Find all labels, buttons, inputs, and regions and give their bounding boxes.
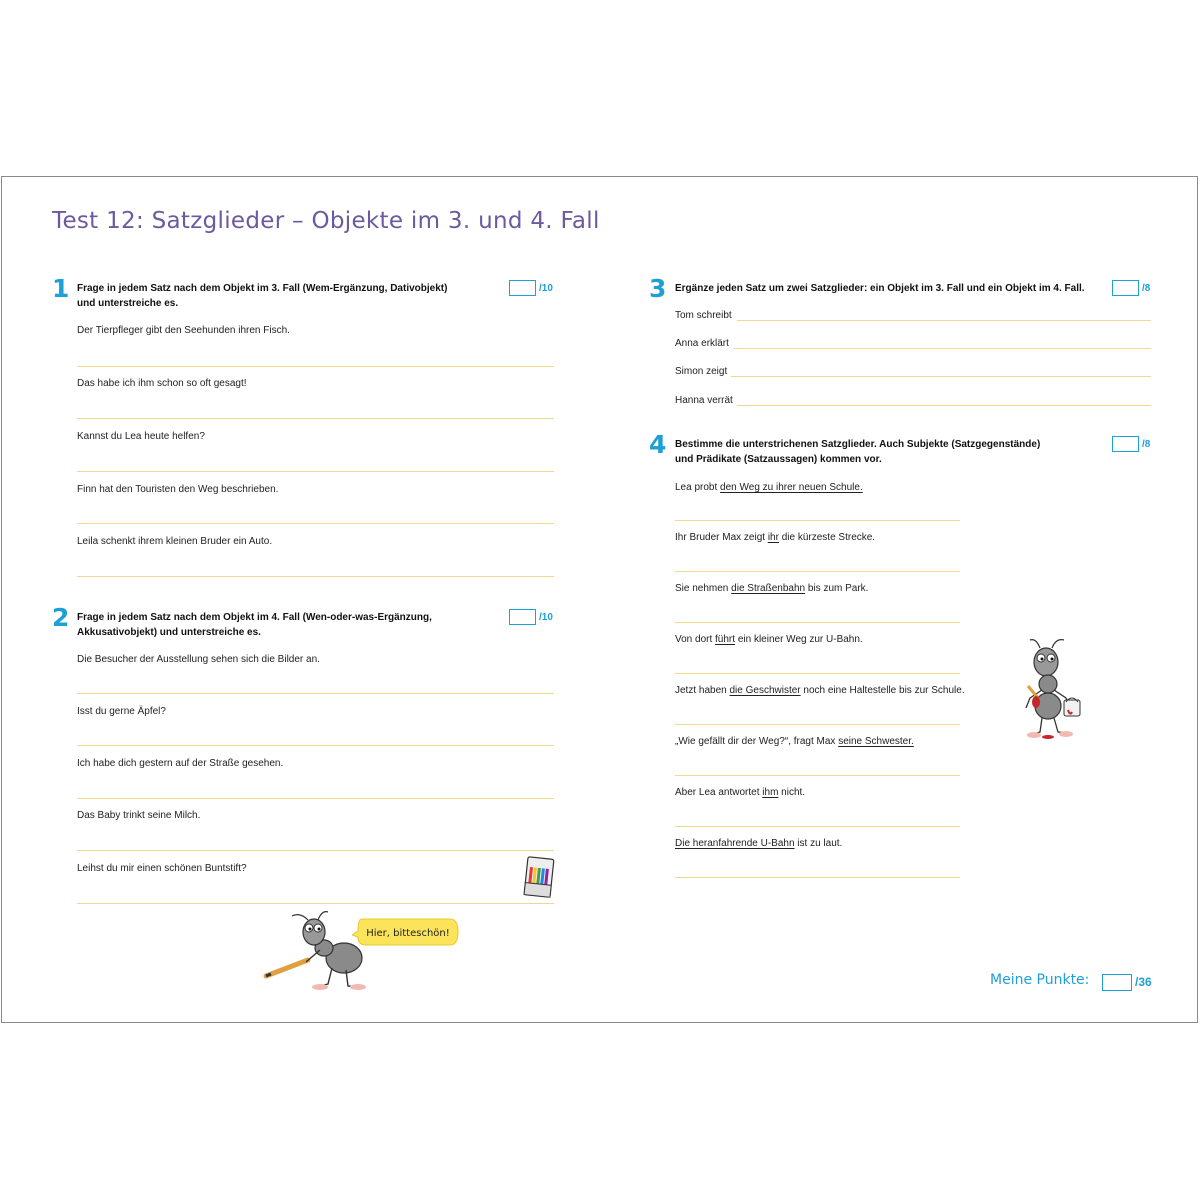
task1-instruction-line1: Frage in jedem Satz nach dem Objekt im 3. Fall (Wem-Ergänzung, Dativobjekt) [77, 283, 448, 294]
task2-sentence: Ich habe dich gestern auf der Straße gesehen. [77, 758, 284, 769]
task4-sentence [675, 736, 914, 747]
task2-sentence: Leihst du mir einen schönen Buntstift? [77, 863, 247, 874]
task2-answer-line[interactable] [77, 745, 554, 746]
task4-sentence-text: Sie nehmen [675, 583, 732, 594]
task4-sentence-text: Von dort [675, 634, 716, 645]
task4-underlined-part: seine Schwester. [838, 736, 914, 747]
task4-underlined-part: Die heranfahrende U-Bahn [675, 838, 795, 849]
task2-sentence: Die Besucher der Ausstellung sehen sich die Bilder an. [77, 654, 320, 665]
task1-sentence: Finn hat den Touristen den Weg beschrieben. [77, 484, 279, 495]
task2-number: 2 [52, 603, 70, 632]
task4-number: 4 [649, 430, 667, 459]
task4-sentence [675, 787, 805, 798]
task2-instruction-line2: Akkusativobjekt) und unterstreiche es. [77, 627, 261, 638]
task4-sentence-text: Lea probt [675, 482, 721, 493]
task4-underlined-part: die Straßenbahn [731, 583, 806, 594]
task1-score-box[interactable] [509, 280, 536, 296]
task2-answer-line[interactable] [77, 693, 554, 694]
speech-bubble-text: Hier, bitteschön! [366, 928, 450, 939]
task1-instruction-line2: und unterstreiche es. [77, 298, 179, 309]
task2-instruction-line1: Frage in jedem Satz nach dem Objekt im 4. Fall (Wen-oder-was-Ergänzung, [77, 612, 432, 623]
task3-score-box[interactable] [1112, 280, 1139, 296]
total-points-label: Meine Punkte: [990, 972, 1090, 988]
task4-instruction-line1: Bestimme die unterstrichenen Satzglieder. Auch Subjekte (Satzgegenstände) [675, 439, 1041, 450]
task3-answer-line[interactable] [731, 376, 1151, 377]
task1-number: 1 [52, 274, 70, 303]
task4-sentence-text: ein kleiner Weg zur U-Bahn. [735, 634, 863, 645]
task4-sentence-text: Aber Lea antwortet [675, 787, 763, 798]
task4-score: /8 [1142, 439, 1151, 450]
task4-sentence-text: nicht. [778, 787, 806, 798]
task1-answer-line[interactable] [77, 576, 554, 577]
task4-underlined-part: führt [715, 634, 736, 645]
task4-instruction [675, 437, 1040, 467]
task2-sentence: Isst du gerne Äpfel? [77, 706, 166, 717]
task4-sentence-text: Ihr Bruder Max zeigt [675, 532, 768, 543]
task4-sentence [675, 482, 863, 493]
task4-sentence-text: „Wie gefällt dir der Weg?“, fragt Max [675, 736, 839, 747]
task4-sentence-text: die kürzeste Strecke. [778, 532, 876, 543]
task2-answer-line[interactable] [77, 903, 554, 904]
task4-score-box[interactable] [1112, 436, 1139, 452]
task4-underlined-part: ihm [762, 787, 779, 798]
task2-sentence: Das Baby trinkt seine Milch. [77, 810, 201, 821]
task1-answer-line[interactable] [77, 523, 554, 524]
task1-instruction [77, 281, 447, 311]
task1-answer-line[interactable] [77, 471, 554, 472]
task4-sentence-text: ist zu laut. [794, 838, 843, 849]
task3-sentence-start: Anna erklärt [675, 338, 729, 349]
task4-underlined-part: den Weg zu ihrer neuen Schule. [720, 482, 863, 493]
task1-sentence: Das habe ich ihm schon so oft gesagt! [77, 378, 247, 389]
task4-sentence [675, 532, 875, 543]
task1-score: /10 [539, 283, 553, 294]
task4-sentence [675, 838, 842, 849]
task4-sentence-text: Jetzt haben [675, 685, 730, 696]
task4-answer-line[interactable] [675, 877, 960, 878]
total-points-box[interactable] [1102, 974, 1132, 991]
task1-answer-line[interactable] [77, 418, 554, 419]
task4-answer-line[interactable] [675, 571, 960, 572]
task2-answer-line[interactable] [77, 798, 554, 799]
task4-sentence [675, 685, 965, 696]
task1-sentence: Kannst du Lea heute helfen? [77, 431, 205, 442]
task2-score: /10 [539, 612, 553, 623]
ant-with-paint-bucket-illustration [1018, 636, 1092, 740]
total-points-score: /36 [1135, 975, 1152, 989]
task3-instruction: Ergänze jeden Satz um zwei Satzglieder: ein Objekt im 3. Fall und ein Objekt im 4. Fall. [675, 283, 1085, 294]
task3-score: /8 [1142, 283, 1151, 294]
task1-sentence: Der Tierpfleger gibt den Seehunden ihren Fisch. [77, 325, 290, 336]
task4-answer-line[interactable] [675, 724, 960, 725]
task4-sentence [675, 583, 868, 594]
task4-answer-line[interactable] [675, 826, 960, 827]
speech-bubble [352, 915, 460, 949]
task1-sentence: Leila schenkt ihrem kleinen Bruder ein Auto. [77, 536, 273, 547]
task4-answer-line[interactable] [675, 673, 960, 674]
task4-underlined-part: ihr [767, 532, 779, 543]
task3-answer-line[interactable] [737, 405, 1151, 406]
crayon-box-illustration [522, 854, 558, 900]
task3-sentence-start: Simon zeigt [675, 366, 728, 377]
task4-answer-line[interactable] [675, 622, 960, 623]
task2-instruction [77, 610, 432, 640]
task4-answer-line[interactable] [675, 520, 960, 521]
task2-answer-line[interactable] [77, 850, 554, 851]
task4-sentence [675, 634, 863, 645]
task3-answer-line[interactable] [737, 320, 1151, 321]
task3-answer-line[interactable] [733, 348, 1151, 349]
task4-answer-line[interactable] [675, 775, 960, 776]
task3-sentence-start: Hanna verrät [675, 395, 733, 406]
task2-score-box[interactable] [509, 609, 536, 625]
task4-sentence-text: bis zum Park. [805, 583, 869, 594]
task3-sentence-start: Tom schreibt [675, 310, 732, 321]
page-title: Test 12: Satzglieder – Objekte im 3. und 4. Fall [52, 208, 600, 234]
task4-underlined-part: die Geschwister [729, 685, 801, 696]
task4-sentence-text: noch eine Haltestelle bis zur Schule. [800, 685, 965, 696]
task4-instruction-line2: und Prädikate (Satzaussagen) kommen vor. [675, 454, 882, 465]
task3-number: 3 [649, 274, 667, 303]
task1-answer-line[interactable] [77, 366, 554, 367]
